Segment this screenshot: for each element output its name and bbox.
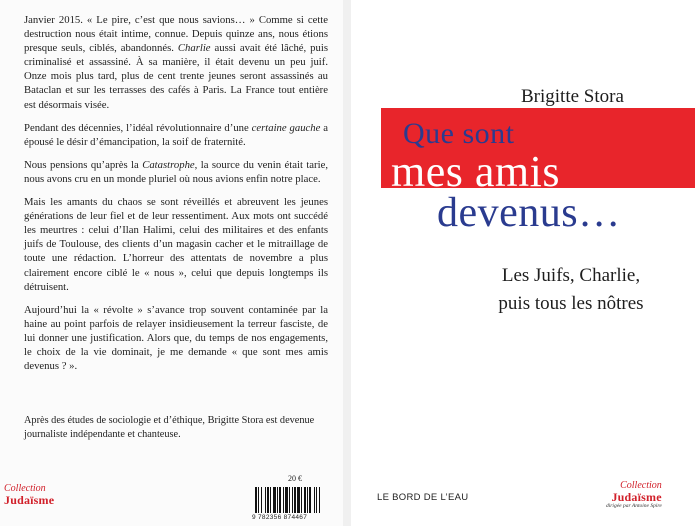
author-name: Brigitte Stora	[521, 86, 624, 107]
book-spine	[343, 0, 351, 526]
back-cover-text	[24, 13, 328, 382]
subtitle-line-2: puis tous les nôtres	[498, 293, 644, 314]
text-run: Aujourd’hui la « révolte » s’avance trop souvent contaminée par la haine au point parfois de relayer insidieusement la terreur fasciste, de lui donner une justification. Alors que, du temps de nos engagements, le choix de la vie dominait, je me demande « que sont mes amis devenus ? ».	[24, 303, 328, 373]
isbn-number: 9 782356 874467	[252, 514, 308, 521]
title-line-2: mes amis	[391, 147, 560, 196]
italic-text-run: certaine gauche	[251, 121, 321, 134]
text-run: Mais les amants du chaos se sont réveillés et abreuvent les jeunes générations de leur fiel et de leur ressentiment. Aux mots ont succédé les meurtres : celui d’Ilan Halimi, celui des militaires et des enfants juifs de Toulouse, des clients d’un magasin cacher et le mitraillage de toute une rédaction. L’horreur des attentats de novembre a plus clairement encore ciblé le « nous », celui que depuis longtemps ils détruisent.	[24, 196, 328, 293]
author-bio: Après des études de sociologie et d’éthique, Brigitte Stora est devenue journaliste indépendante et chanteuse.	[24, 415, 315, 440]
text-run: a épousé le désir d’émancipation, la soif de fraternité.	[24, 121, 328, 148]
back-cover	[0, 0, 343, 526]
collection-logo-back	[4, 484, 54, 506]
text-run: , la source du venin était tarie, nous avons cru en un monde pluriel où nous avions enfin notre place.	[24, 158, 328, 185]
title-line-1: Que sont	[403, 117, 515, 150]
logo-director-label: dirigée par Antoine Spire	[606, 503, 662, 509]
back-cover-paragraph	[24, 303, 328, 373]
front-cover	[351, 0, 695, 526]
logo-collection-label: Collection	[4, 483, 46, 494]
back-cover-paragraph	[24, 121, 328, 149]
text-run: aussi avait été lâché, puis criminalisé et assassiné. À sa manière, il était devenu un peu juif. Onze mois plus tard, plus de cent trente jeunes seront assassinés au Bataclan et sur les terrasses des cafés à Paris. La France tout entière est désormais visée.	[24, 42, 328, 111]
publisher-name: LE BORD DE L’EAU	[377, 492, 469, 503]
back-cover-paragraph	[24, 158, 328, 186]
barcode-icon	[254, 487, 330, 513]
collection-logo-front	[606, 481, 662, 510]
back-cover-paragraph	[24, 195, 328, 294]
text-run: Janvier 2015. « Le pire, c’est que nous savions… » Comme si cette destruction nous était intime, connue. Depuis quinze ans, nous étions presque seuls, ciblés, abandonnés.	[24, 14, 328, 55]
price-label: 20 €	[288, 474, 302, 483]
subtitle	[471, 262, 671, 318]
italic-text-run: Catastrophe	[142, 158, 195, 171]
logo-judaisme-label: Judaïsme	[611, 490, 662, 504]
logo-collection-label: Collection	[620, 480, 662, 491]
subtitle-line-1: Les Juifs, Charlie,	[501, 265, 641, 286]
italic-text-run: Charlie	[177, 42, 211, 55]
text-run: Nous pensions qu’après la	[24, 158, 143, 171]
back-cover-paragraph	[24, 13, 328, 112]
logo-judaisme-label: Judaïsme	[4, 493, 55, 507]
text-run: Pendant des décennies, l’idéal révolutionnaire d’une	[24, 121, 252, 134]
title-line-3: devenus…	[437, 190, 621, 236]
